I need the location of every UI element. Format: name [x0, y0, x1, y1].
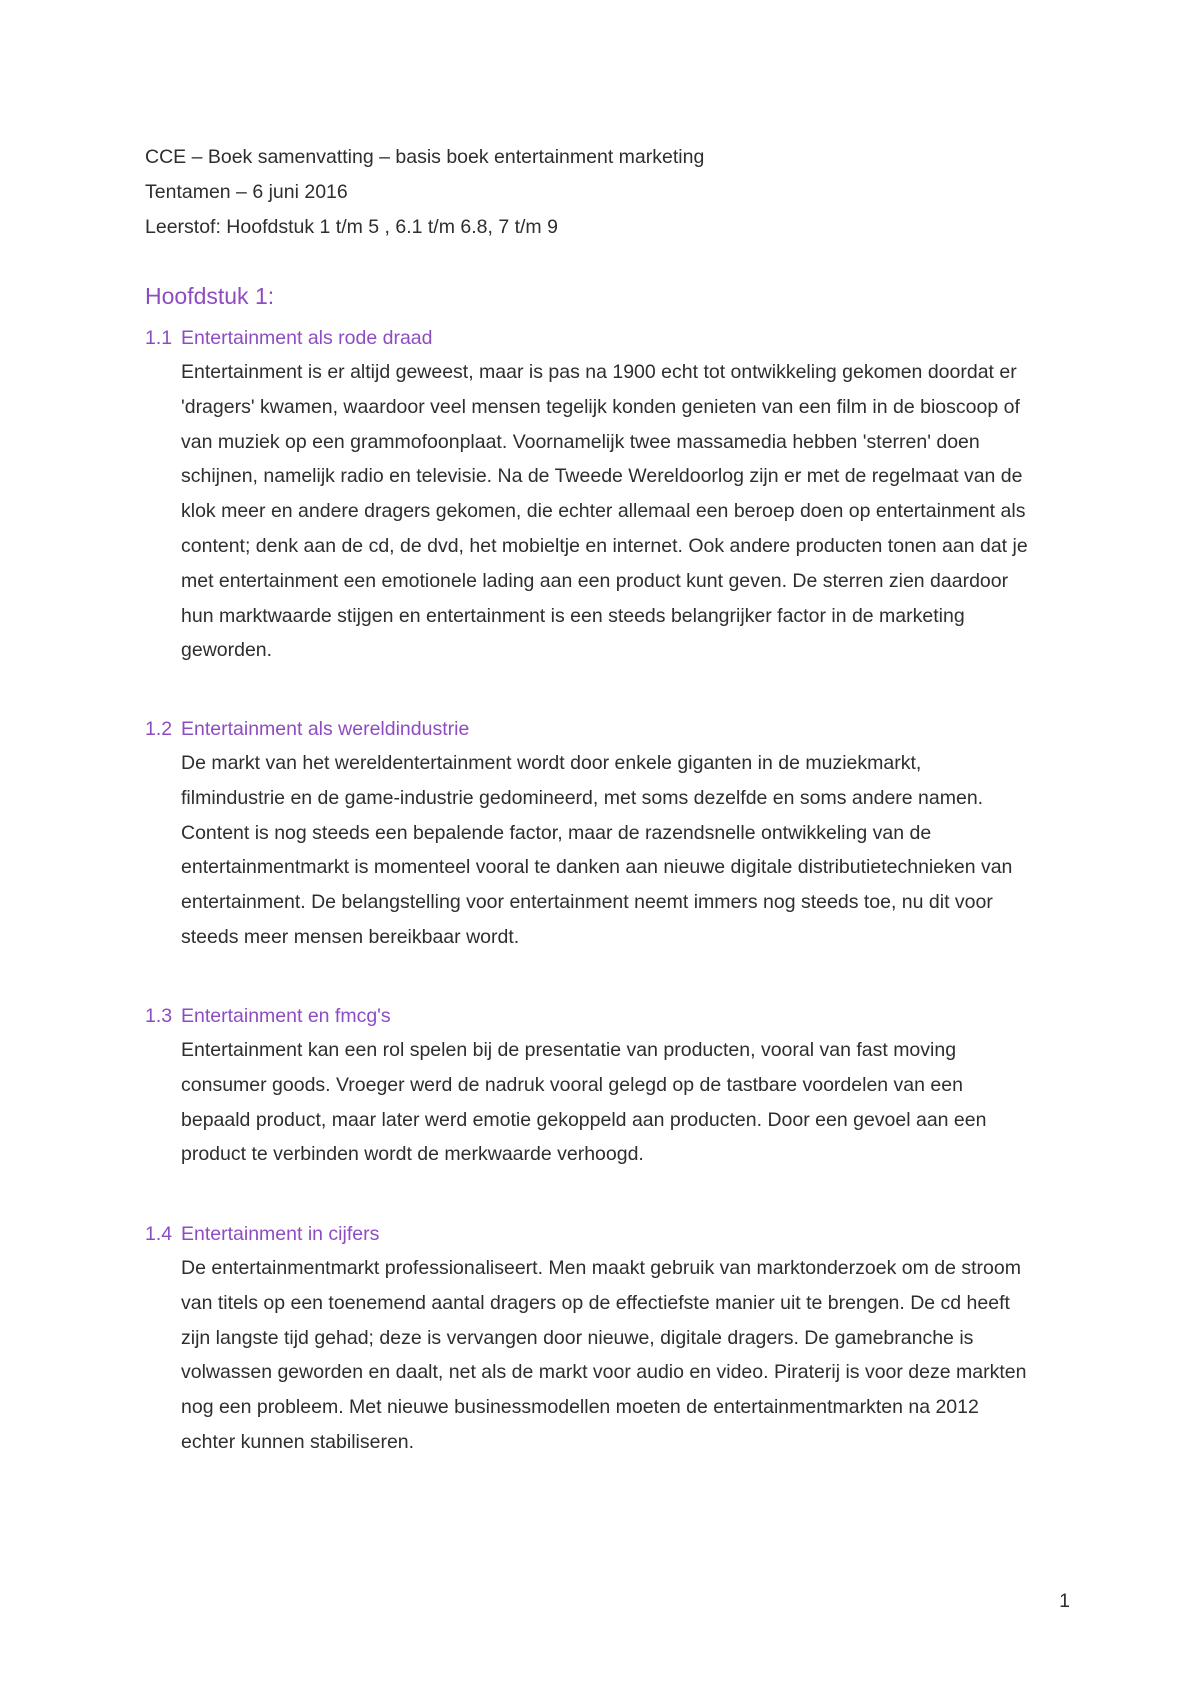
text-line: zijn langste tijd gehad; deze is vervangen door nieuwe, digitale dragers. De gamebranche is	[181, 1326, 974, 1349]
exam-date: Tentamen – 6 juni 2016	[145, 181, 348, 203]
text-line: bepaald product, maar later werd emotie gekoppeld aan producten. Door een gevoel aan een	[181, 1108, 987, 1131]
text-line: Entertainment is er altijd geweest, maar is pas na 1900 echt tot ontwikkeling gekomen doordat er	[181, 361, 1017, 383]
section-body	[181, 746, 1065, 955]
text-line: filmindustrie en de game-industrie gedomineerd, met soms dezelfde en soms andere namen.	[181, 786, 984, 809]
text-line: van muziek op een grammofoonplaat. Voornamelijk twee massamedia hebben 'sterren' doen	[181, 430, 980, 453]
text-line: steeds meer mensen bereikbaar wordt.	[181, 925, 520, 948]
text-line: klok meer en andere dragers gekomen, die echter allemaal een beroep doen op entertainment als	[181, 500, 1026, 523]
text-line: De markt van het wereldentertainment wordt door enkele giganten in de muziekmarkt,	[181, 752, 922, 774]
section-title: Entertainment als wereldindustrie	[181, 718, 470, 740]
section-1-2	[145, 712, 1065, 955]
text-line: geworden.	[181, 639, 273, 662]
section-body	[181, 1033, 1065, 1172]
text-line: Entertainment kan een rol spelen bij de presentatie van producten, vooral van fast moving	[181, 1039, 957, 1061]
page-number: 1	[1059, 1590, 1070, 1612]
text-line: content; denk aan de cd, de dvd, het mobieltje en internet. Ook andere producten tonen aan dat je	[181, 534, 1028, 557]
section-1-1	[145, 321, 1065, 668]
text-line: schijnen, namelijk radio en televisie. Na de Tweede Wereldoorlog zijn er met de regelmaat van de	[181, 465, 1023, 488]
chapter-heading: Hoofdstuk 1:	[145, 283, 275, 309]
section-heading	[145, 712, 1065, 746]
section-heading	[145, 321, 1065, 355]
section-body	[181, 355, 1065, 668]
text-line: Content is nog steeds een bepalende factor, maar de razendsnelle ontwikkeling van de	[181, 821, 932, 844]
section-title: Entertainment en fmcg's	[181, 1005, 391, 1027]
section-number: 1.3	[145, 1005, 173, 1027]
text-line: product te verbinden wordt de merkwaarde verhoogd.	[181, 1143, 644, 1166]
text-line: van titels op een toenemend aantal dragers op de effectiefste manier uit te brengen. De cd heeft	[181, 1291, 1010, 1314]
text-line: De entertainmentmarkt professionaliseert. Men maakt gebruik van marktonderzoek om de stroom	[181, 1257, 1021, 1279]
study-material: Leerstof: Hoofdstuk 1 t/m 5 , 6.1 t/m 6.8, 7 t/m 9	[145, 216, 558, 238]
document-title: CCE – Boek samenvatting – basis boek entertainment marketing	[145, 146, 705, 168]
text-line: entertainment. De belangstelling voor entertainment neemt immers nog steeds toe, nu dit voor	[181, 891, 993, 914]
text-line: echter kunnen stabiliseren.	[181, 1430, 415, 1453]
text-line: met entertainment een emotionele lading aan een product kunt geven. De sterren zien daardoor	[181, 569, 1009, 592]
text-line: consumer goods. Vroeger werd de nadruk vooral gelegd op de tastbare voordelen van een	[181, 1073, 963, 1096]
section-number: 1.4	[145, 1223, 173, 1245]
section-number: 1.1	[145, 327, 173, 349]
section-body	[181, 1251, 1065, 1460]
section-title: Entertainment als rode draad	[181, 327, 433, 349]
text-line: entertainmentmarkt is momenteel vooral te danken aan nieuwe digitale distributietechnieken van	[181, 856, 1013, 879]
text-line: 'dragers' kwamen, waardoor veel mensen tegelijk konden genieten van een film in de bioscoop of	[181, 395, 1020, 418]
document-header	[145, 140, 1065, 245]
text-line: volwassen geworden en daalt, net als de markt voor audio en video. Piraterij is voor deze markten	[181, 1361, 1027, 1384]
section-heading	[145, 999, 1065, 1033]
section-1-4	[145, 1217, 1065, 1460]
section-number: 1.2	[145, 718, 173, 740]
section-title: Entertainment in cijfers	[181, 1223, 380, 1245]
text-line: hun marktwaarde stijgen en entertainment is een steeds belangrijker factor in de marketing	[181, 604, 965, 627]
section-1-3	[145, 999, 1065, 1172]
section-heading	[145, 1217, 1065, 1251]
text-line: nog een probleem. Met nieuwe businessmodellen moeten de entertainmentmarkten na 2012	[181, 1396, 979, 1419]
